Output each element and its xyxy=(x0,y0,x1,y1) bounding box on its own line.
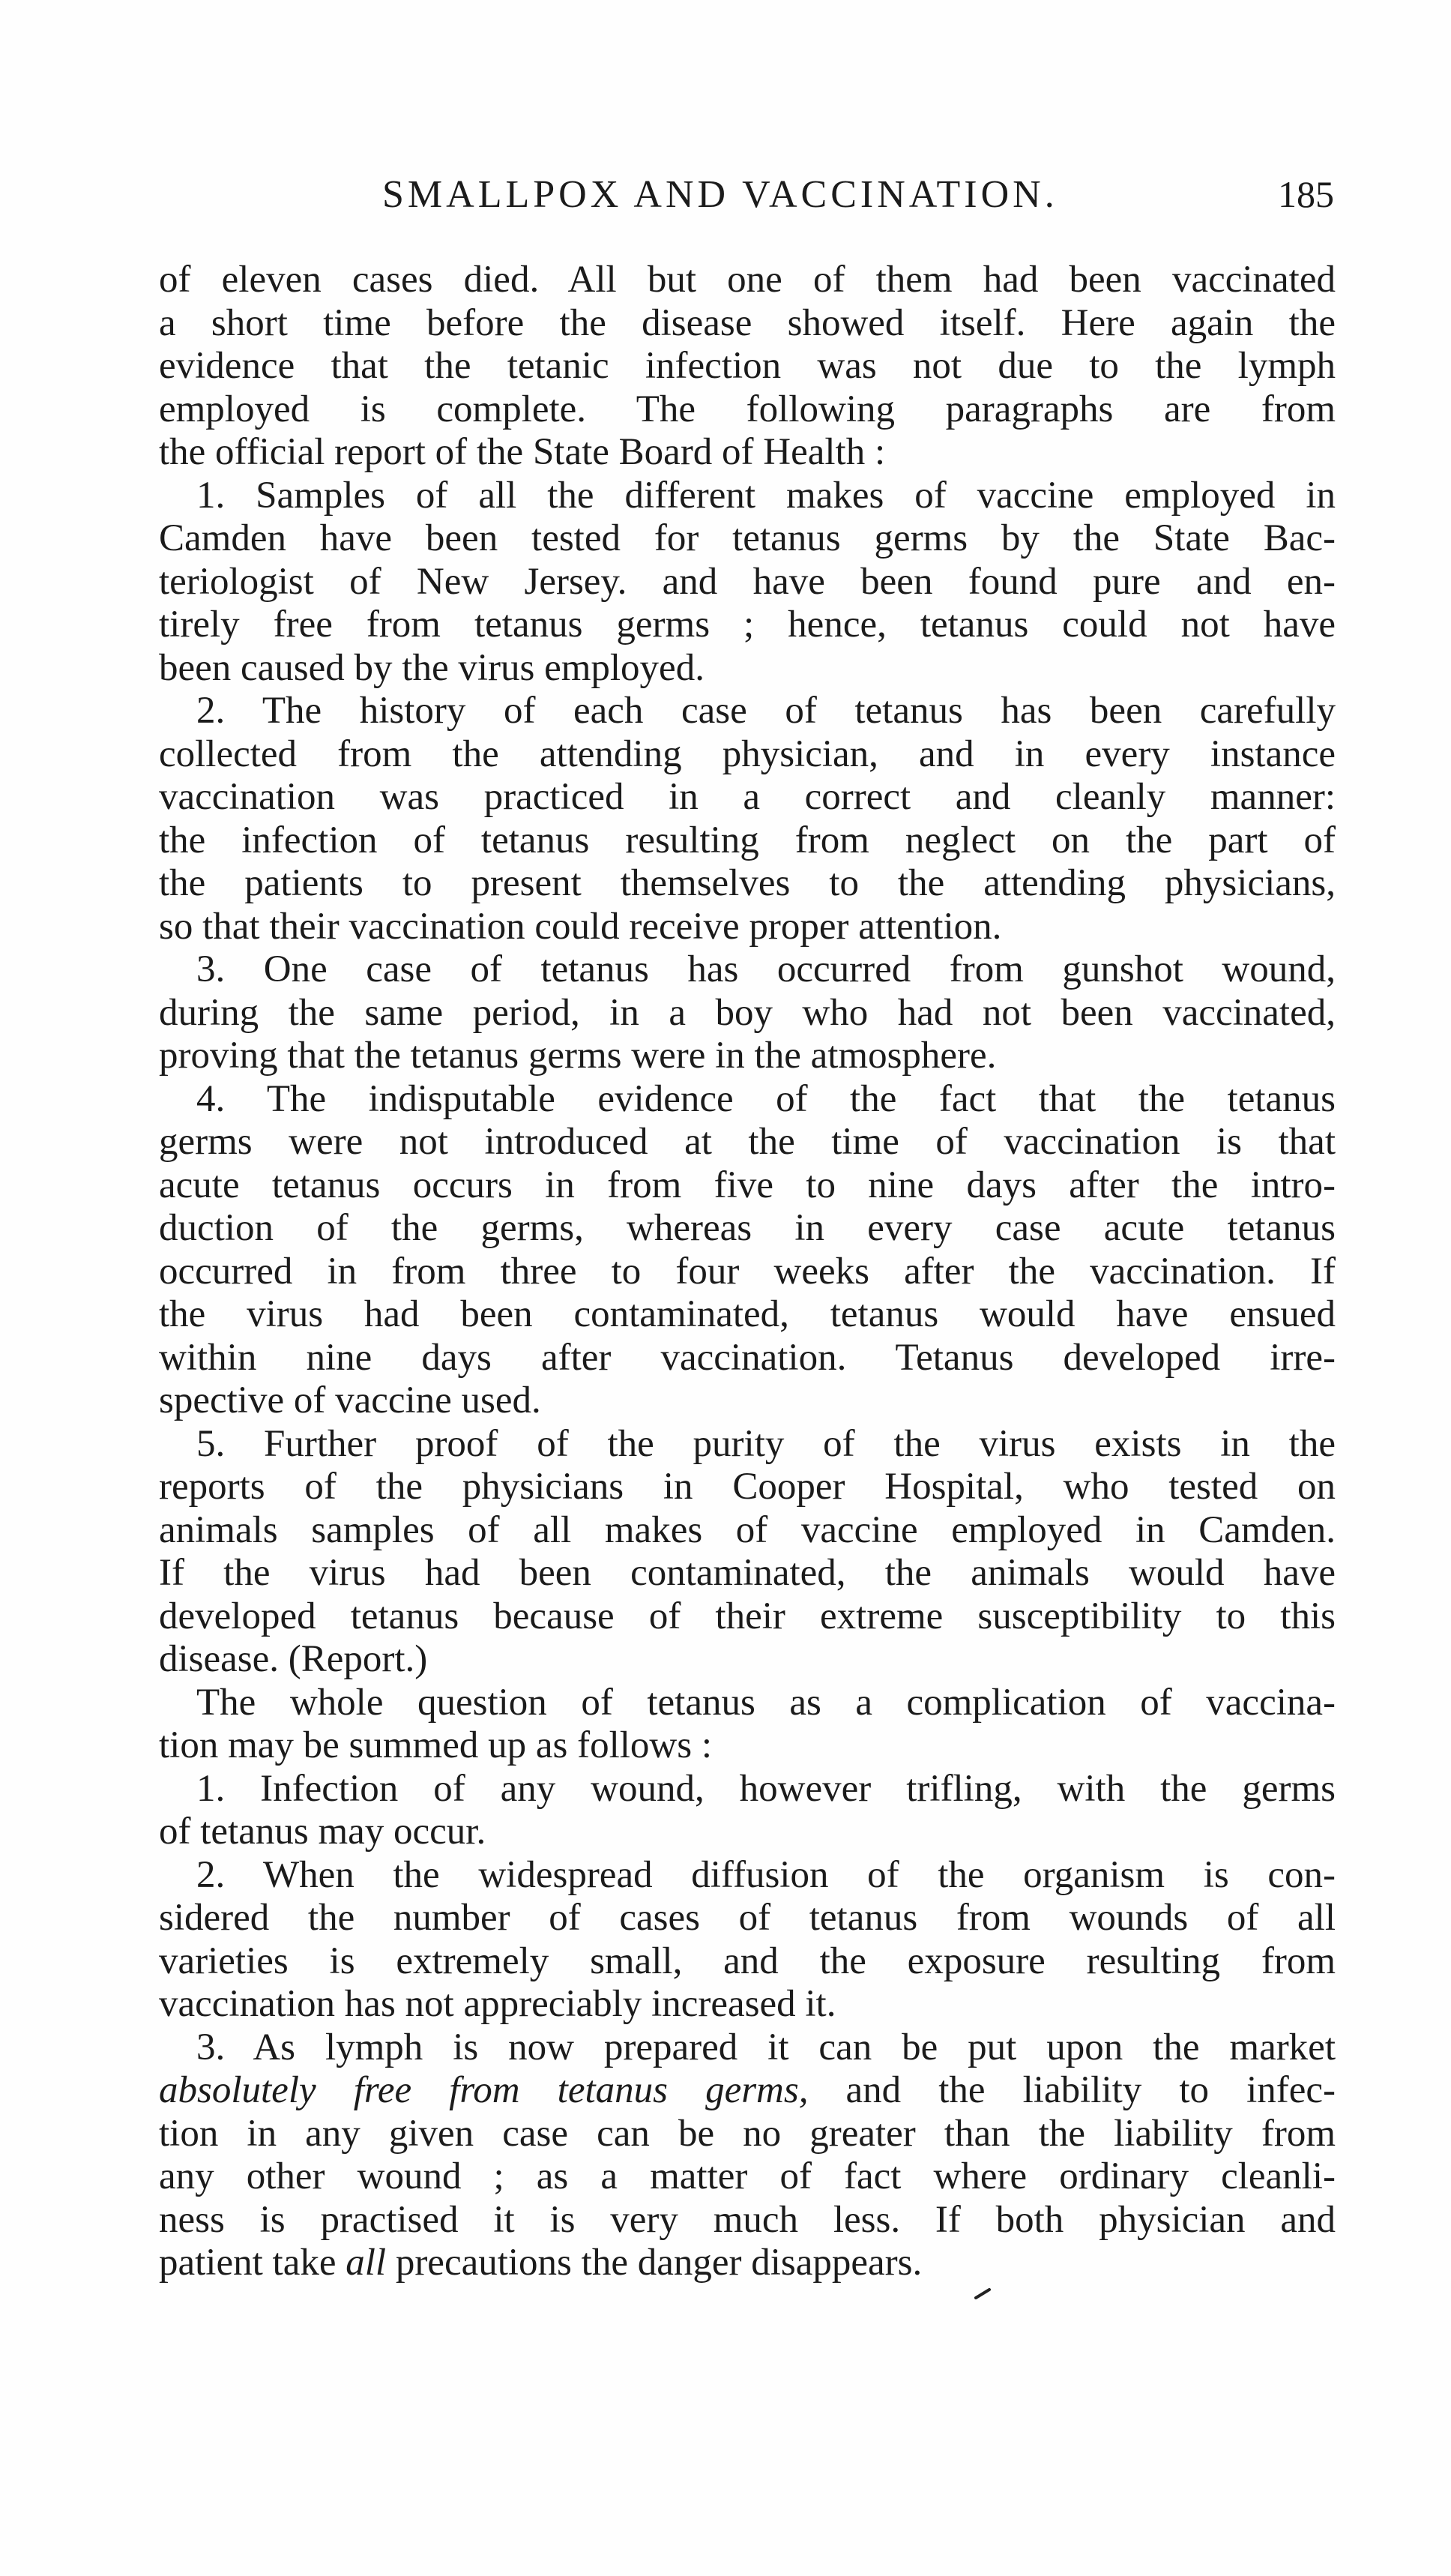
text-line: reports of the physicians in Cooper Hospital, who tested on xyxy=(159,1466,1336,1508)
text-line: sidered the number of cases of tetanus from wounds of all xyxy=(159,1897,1336,1939)
text-line: been caused by the virus employed. xyxy=(159,646,705,689)
text-line: tion in any given case can be no greater than the liability from xyxy=(159,2112,1336,2155)
text-line: acute tetanus occurs in from five to nine days after the intro- xyxy=(159,1164,1336,1206)
text-line: 1. Samples of all the different makes of vaccine employed in xyxy=(196,474,1336,517)
text-line: Camden have been tested for tetanus germs by the State Bac- xyxy=(159,517,1336,559)
running-head xyxy=(165,172,1334,232)
text-line: tirely free from tetanus germs ; hence, tetanus could not have xyxy=(159,604,1336,645)
ink-mark-icon xyxy=(974,2287,992,2299)
text-line: teriologist of New Jersey. and have been found pure and en- xyxy=(159,560,1336,603)
text-line: animals samples of all makes of vaccine employed in Camden. xyxy=(159,1508,1336,1551)
text-line: the official report of the State Board of Health : xyxy=(159,431,886,473)
text-run: patient take xyxy=(159,2242,346,2284)
text-line: evidence that the tetanic infection was not due to the lymph xyxy=(159,345,1336,387)
text-line: any other wound ; as a matter of fact where ordinary cleanli- xyxy=(159,2155,1336,2197)
running-title: SMALLPOX AND VACCINATION. xyxy=(382,173,1058,216)
text-line: developed tetanus because of their extreme susceptibility to this xyxy=(159,1595,1336,1637)
ink-mark xyxy=(974,2272,992,2307)
text-line: 3. One case of tetanus has occurred from gunshot wound, xyxy=(196,948,1336,990)
page-number: 185 xyxy=(1278,173,1334,215)
text-line: 5. Further proof of the purity of the virus exists in the xyxy=(196,1422,1336,1465)
text-line xyxy=(159,2069,1336,2113)
text-line: 2. When the widespread diffusion of the organism is con- xyxy=(196,1853,1336,1896)
text-line: vaccination has not appreciably increased it. xyxy=(159,1983,836,2025)
text-line: so that their vaccination could receive proper attention. xyxy=(159,905,1002,948)
text-line: proving that the tetanus germs were in the atmosphere. xyxy=(159,1035,997,1077)
text-line: duction of the germs, whereas in every case acute tetanus xyxy=(159,1207,1336,1249)
text-line: varieties is extremely small, and the exposure resulting from xyxy=(159,1939,1336,1982)
text-line: the virus had been contaminated, tetanus would have ensued xyxy=(159,1293,1336,1335)
text-line: The whole question of tetanus as a complication of vaccina- xyxy=(196,1681,1336,1724)
text-line: 1. Infection of any wound, however trifling, with the germs xyxy=(196,1767,1336,1810)
text-line: If the virus had been contaminated, the animals would have xyxy=(159,1552,1336,1594)
text-line xyxy=(159,2026,1336,2070)
text-line: occurred in from three to four weeks after the vaccination. If xyxy=(159,1250,1336,1292)
text-line: a short time before the disease showed itself. Here again the xyxy=(159,301,1336,344)
text-line: vaccination was practiced in a correct and cleanly manner: xyxy=(159,776,1336,818)
text-run: and the liability to infec- xyxy=(808,2069,1336,2111)
italic-phrase: all xyxy=(346,2242,387,2284)
text-line: the patients to present themselves to the attending physicians, xyxy=(159,862,1336,904)
text-line: within nine days after vaccination. Tetanus developed irre- xyxy=(159,1336,1336,1379)
text-line: of tetanus may occur. xyxy=(159,1811,486,1853)
text-line: employed is complete. The following paragraphs are from xyxy=(159,388,1336,430)
text-line: 4. The indisputable evidence of the fact that the tetanus xyxy=(196,1077,1336,1120)
text-line: germs were not introduced at the time of vaccination is that xyxy=(159,1121,1336,1163)
text-line: collected from the attending physician, and in every instance xyxy=(159,732,1336,775)
text-line xyxy=(159,2242,1336,2285)
text-line: the infection of tetanus resulting from neglect on the part of xyxy=(159,819,1336,861)
text-line: during the same period, in a boy who had not been vaccinated, xyxy=(159,991,1336,1034)
text-line: disease. (Report.) xyxy=(159,1638,428,1680)
text-line: 2. The history of each case of tetanus has been carefully xyxy=(196,690,1336,732)
text-line: tion may be summed up as follows : xyxy=(159,1724,713,1766)
body-text xyxy=(159,259,1336,2285)
italic-phrase: absolutely free from tetanus germs, xyxy=(159,2069,809,2111)
text-run: precautions the danger disappears. xyxy=(386,2242,923,2284)
text-line: ness is practised it is very much less. If both physician and xyxy=(159,2198,1336,2241)
text-line: of eleven cases died. All but one of them had been vaccinated xyxy=(159,259,1336,301)
text-line: spective of vaccine used. xyxy=(159,1379,541,1421)
text-run: 3. As lymph is now prepared it can be put upon the market xyxy=(196,2026,1336,2068)
